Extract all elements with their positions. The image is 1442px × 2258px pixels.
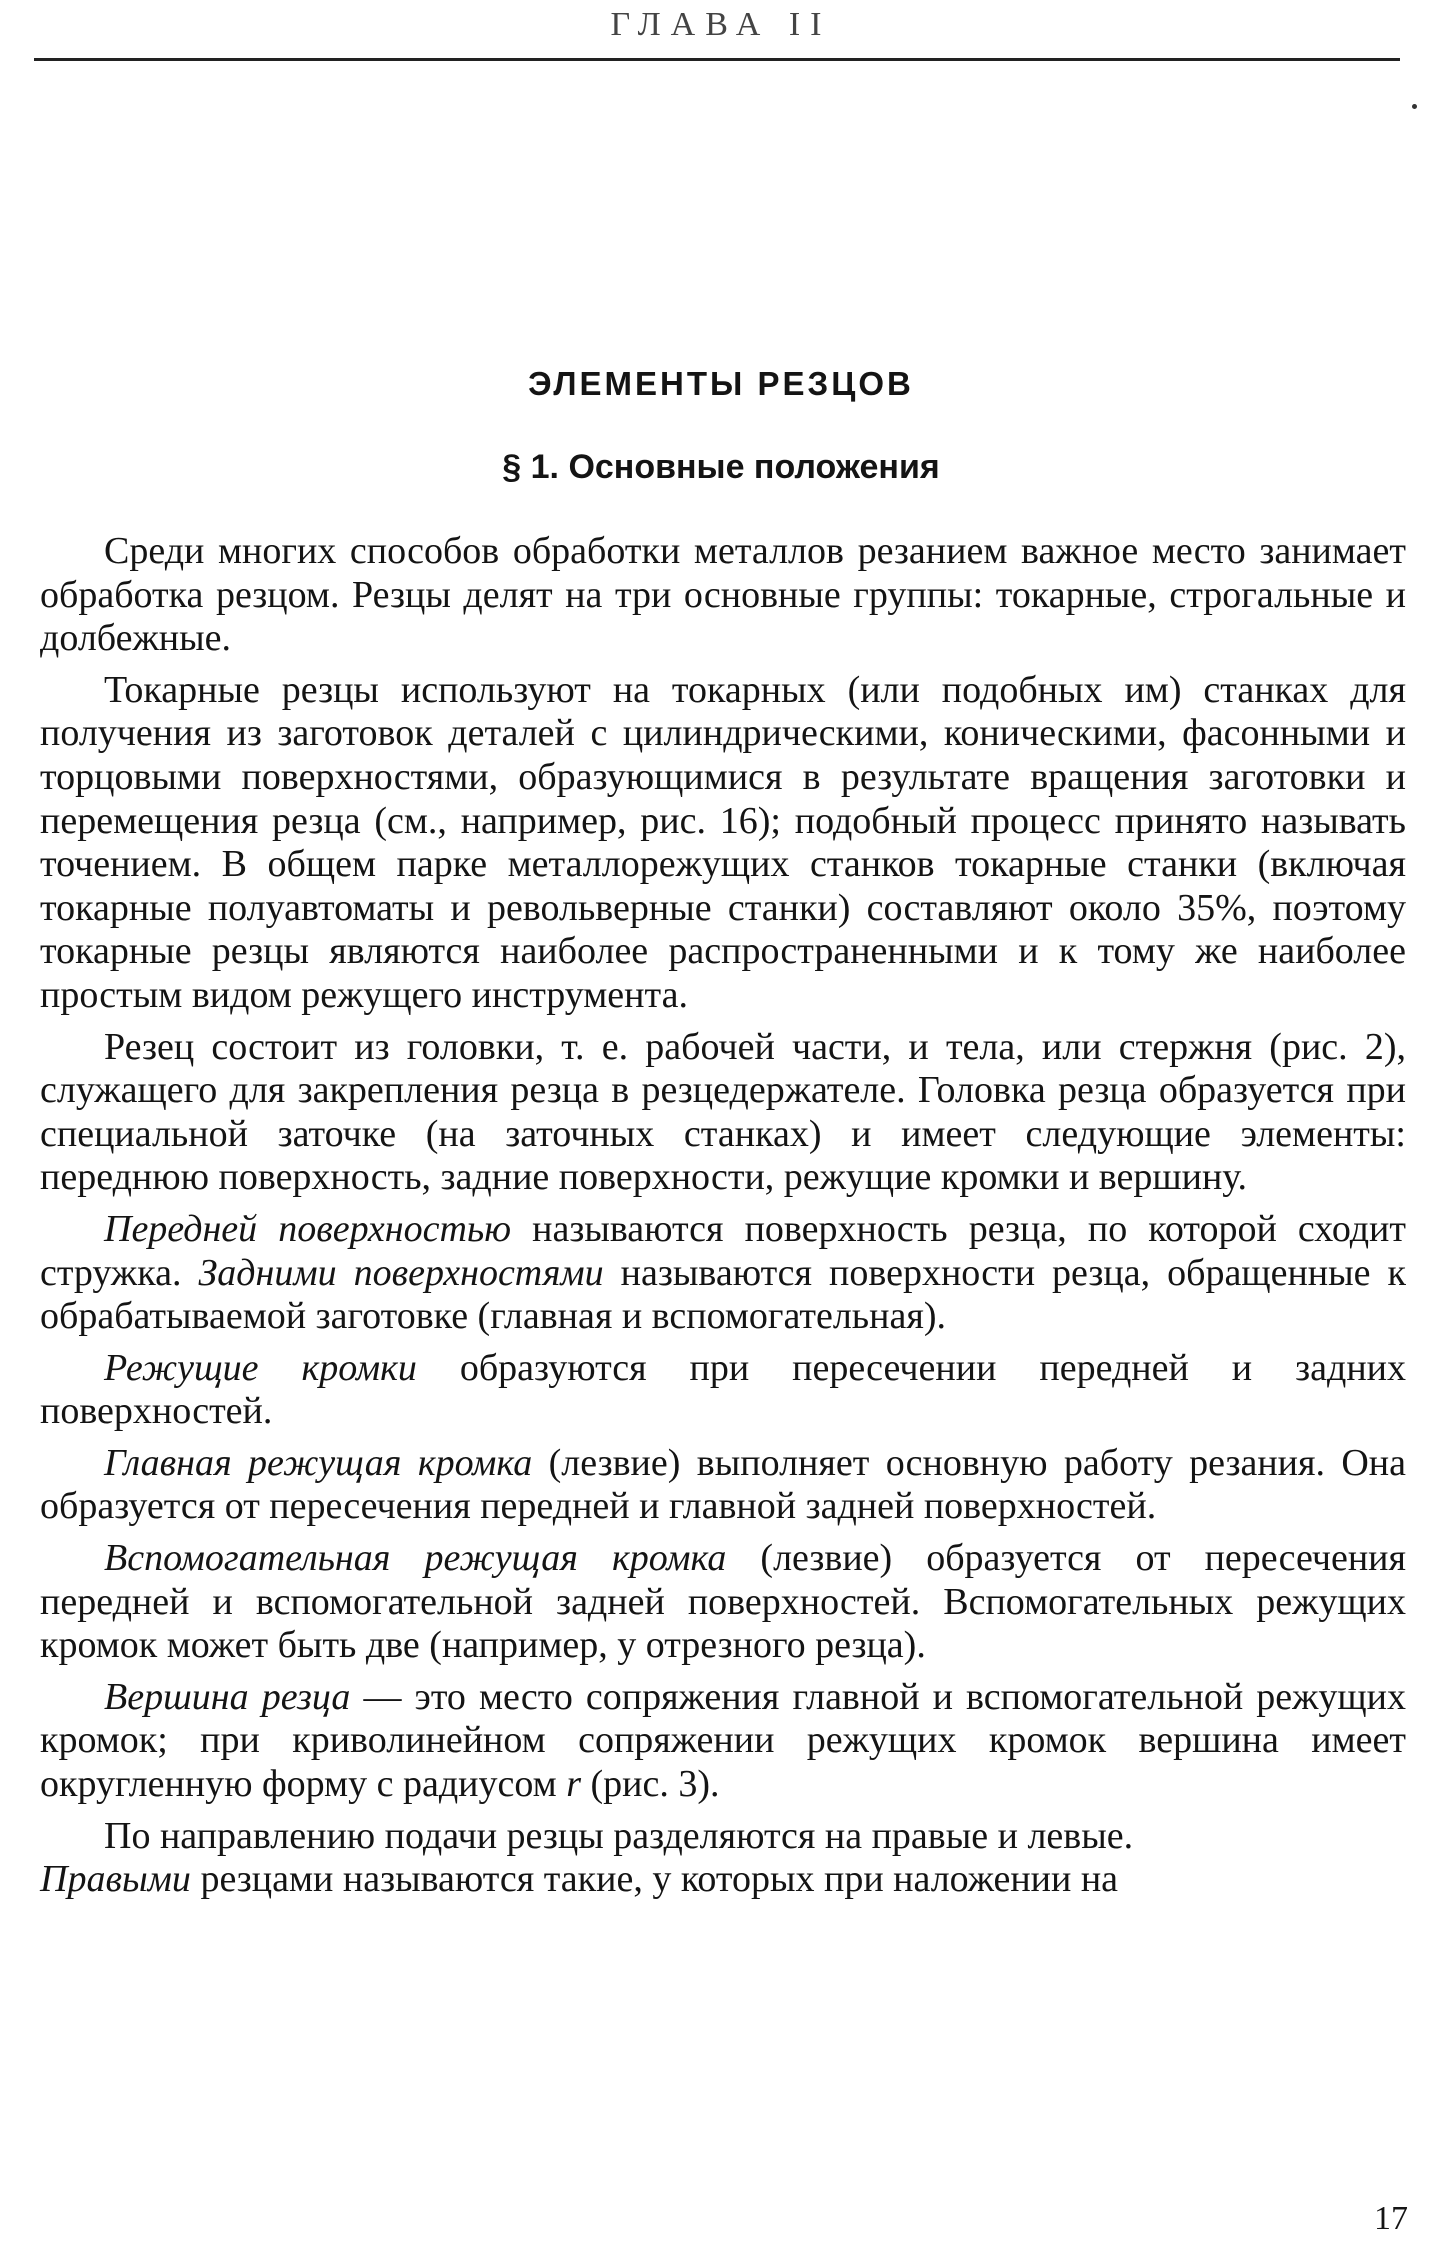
term: Главная режущая кромка: [104, 1441, 533, 1484]
term: Вершина резца: [104, 1675, 351, 1718]
page-number: 17: [1374, 2200, 1408, 2237]
section-title: § 1. Основные положения: [502, 448, 940, 486]
header-rule: [34, 58, 1400, 61]
term: Вспомогательная режущая кромка: [104, 1537, 727, 1580]
margin-dot: [1412, 104, 1417, 109]
paragraph: Вспомогательная режущая кромка (лезвие) образуется от пересечения передней и вспомогательной задней поверхностей. Вспомогательных режущих кромок может быть две (например, у отрезного резца).: [40, 1537, 1406, 1667]
running-head: ГЛАВА II: [610, 6, 832, 43]
paragraph: Среди многих способов обработки металлов резанием важное место занимает обработка резцом. Резцы делят на три основные группы: токарные, строгальные и долбежные.: [40, 530, 1406, 660]
paragraph: Правыми резцами называются такие, у которых при наложении на: [40, 1858, 1119, 1901]
paragraph: По направлению подачи резцы разделяются на правые и левые.: [104, 1814, 1134, 1857]
paragraph: Вершина резца — это место сопряжения главной и вспомогательной режущих кромок; при криволинейном сопряжении режущих кромок вершина имеет округленную форму с радиусом r (рис. 3).: [40, 1675, 1406, 1806]
paragraph: Режущие кромки образуются при пересечении передней и задних поверхностей.: [40, 1346, 1406, 1433]
paragraph: Передней поверхностью называются поверхность резца, по которой сходит стружка. Задними поверхностями называются поверхности резца, обращенные к обрабатываемой заготовке (главная и вспомогательная).: [40, 1207, 1406, 1338]
paragraph: Резец состоит из головки, т. е. рабочей части, и тела, или стержня (рис. 2), служащего для закрепления резца в резцедержателе. Головка резца образуется при специальной заточке (на заточных станках) и имеет следующие элементы: переднюю поверхность, задние поверхности, режущие кромки и вершину.: [40, 1025, 1406, 1199]
term: Режущие кромки: [104, 1346, 417, 1389]
body-text: [40, 530, 1406, 1902]
chapter-title: ЭЛЕМЕНТЫ РЕЗЦОВ: [528, 365, 914, 402]
paragraph: Главная режущая кромка (лезвие) выполняет основную работу резания. Она образуется от пересечения передней и главной задней поверхностей.: [40, 1441, 1406, 1528]
term: Задними поверхностями: [198, 1251, 604, 1294]
paragraph: Токарные резцы используют на токарных (или подобных им) станках для получения из заготовок деталей с цилиндрическими, коническими, фасонными и торцовыми поверхностями, образующимися в результате вращения заготовки и перемещения резца (см., например, рис. 16); подобный процесс принято называть точением. В общем парке металлорежущих станков токарные станки (включая токарные полуавтоматы и револьверные станки) составляют около 35%, поэтому токарные резцы являются наиболее распространенными и к тому же наиболее простым видом режущего инструмента.: [40, 668, 1406, 1016]
term: Передней поверхностью: [104, 1207, 511, 1250]
variable: r: [566, 1763, 581, 1806]
term: Правыми: [40, 1858, 191, 1901]
